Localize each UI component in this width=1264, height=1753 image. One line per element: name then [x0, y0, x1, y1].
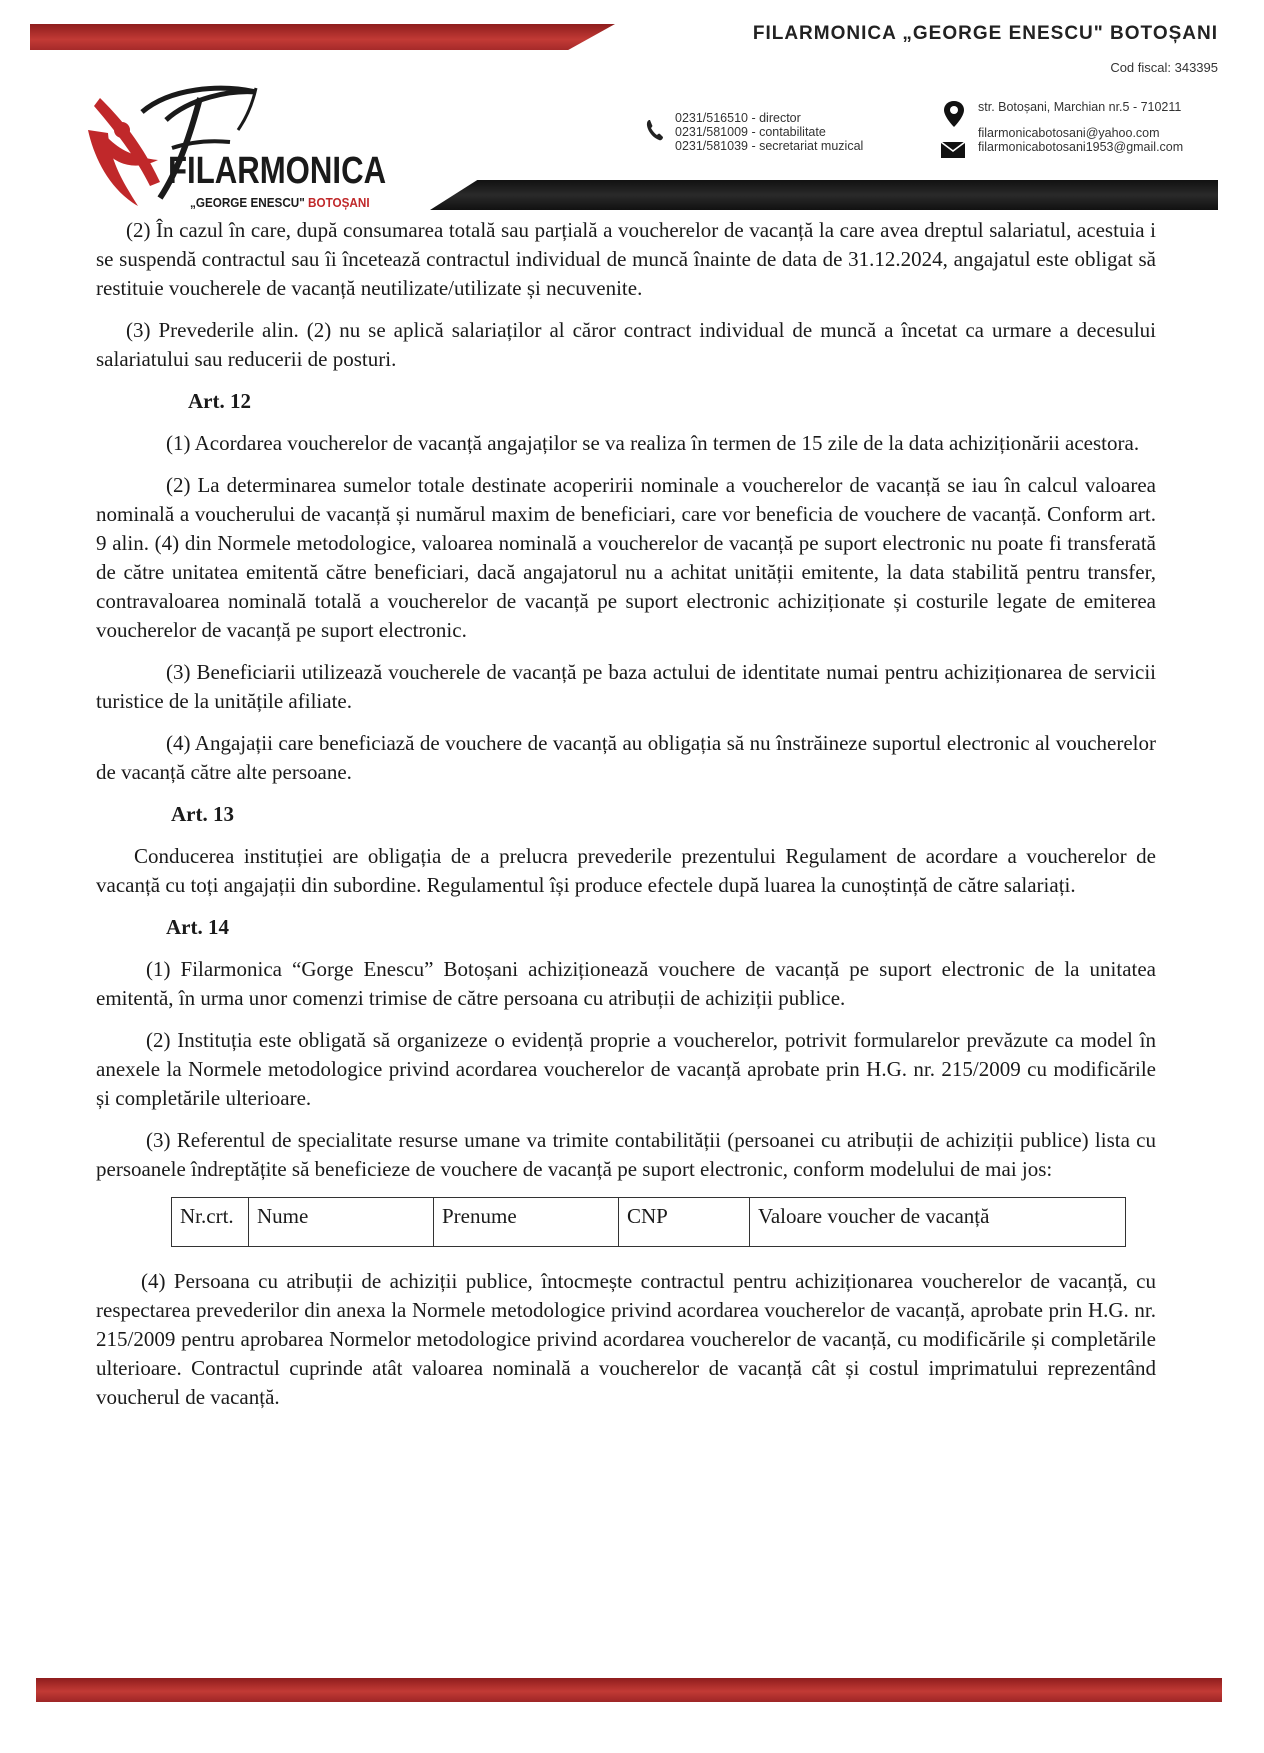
paragraph-12-1: (1) Acordarea voucherelor de vacanță angajaților se va realiza în termen de 15 zile de la data achiziționării acestora.	[166, 431, 1140, 455]
address-block	[942, 100, 1183, 154]
paragraph-14-3: (3) Referentul de specialitate resurse umane va trimite contabilității (persoanei cu atribuții de achiziții publice) lista cu persoanele îndreptățite să beneficieze de vouchere de vacanță pe suport electronic, conform modelului de mai jos:	[96, 1128, 1156, 1181]
voucher-model-table	[171, 1197, 1126, 1247]
table-header-cell: CNP	[619, 1198, 750, 1247]
logo-subtitle-name: „GEORGE ENESCU"	[190, 195, 305, 210]
article-13-heading: Art. 13	[171, 802, 234, 826]
fiscal-code: Cod fiscal: 343395	[1110, 60, 1218, 75]
table-header-cell: Nume	[249, 1198, 434, 1247]
logo-subtitle-city: BOTOȘANI	[308, 195, 370, 210]
logo-wordmark: FILARMONICA	[168, 150, 387, 192]
email-yahoo: filarmonicabotosani@yahoo.com	[978, 126, 1160, 140]
table-header-cell: Nr.crt.	[172, 1198, 249, 1247]
table-header-cell: Valoare voucher de vacanță	[750, 1198, 1126, 1247]
header-red-bar	[30, 24, 615, 50]
phone-list	[645, 111, 863, 153]
phone-director: 0231/516510 - director	[675, 111, 801, 125]
paragraph-11-2: (2) În cazul în care, după consumarea totală sau parțială a voucherelor de vacanță la care avea dreptul salariatul, acestuia i se suspendă contractul sau îi încetează contractul individual de muncă înainte de data de 31.12.2024, angajatul este obligat să restituie voucherele de vacanță neutilizate/utilizate și necuvenite.	[96, 218, 1156, 300]
phone-secretariat: 0231/581039 - secretariat muzical	[675, 139, 864, 153]
document-body	[96, 216, 1156, 1425]
footer-red-bar	[36, 1678, 1222, 1702]
email-gmail: filarmonicabotosani1953@gmail.com	[978, 140, 1184, 154]
organization-name: FILARMONICA „GEORGE ENESCU" BOTOȘANI	[752, 23, 1218, 44]
paragraph-12-4: (4) Angajații care beneficiază de vouchere de vacanță au obligația să nu înstrăineze suportul electronic al voucherelor de vacanță către alte persoane.	[96, 731, 1156, 784]
paragraph-11-3: (3) Prevederile alin. (2) nu se aplică salariaților al căror contract individual de muncă a încetat ca urmare a decesului salariatului sau reducerii de posturi.	[96, 318, 1156, 371]
address-text: str. Botoșani, Marchian nr.5 - 710211	[978, 100, 1182, 114]
header-dark-bar	[430, 180, 1218, 210]
article-12-heading: Art. 12	[188, 389, 251, 413]
paragraph-14-4: (4) Persoana cu atribuții de achiziții publice, întocmește contractul pentru achiziționarea voucherelor de vacanță, cu respectarea prevederilor din anexa la Normele metodologice privind acordarea voucherelor de vacanță, aprobate prin H.G. nr. 215/2009 pentru aprobarea Normelor metodologice privind acordarea voucherelor de vacanță, cu modificările și completările ulterioare. Contractul cuprinde atât valoarea nominală a voucherelor de vacanță cât și costul imprimatului reprezentând voucherul de vacanță.	[96, 1269, 1156, 1409]
table-row	[172, 1198, 1126, 1247]
paragraph-12-3: (3) Beneficiarii utilizează voucherele de vacanță pe baza actului de identitate numai pentru achiziționarea de servicii turistice de la unitățile afiliate.	[96, 660, 1156, 713]
paragraph-12-2: (2) La determinarea sumelor totale destinate acoperirii nominale a voucherelor de vacanță se iau în calcul valoarea nominală a voucherului de vacanță și numărul maxim de beneficiari, care vor beneficia de vouchere de vacanță. Conform art. 9 alin. (4) din Normele metodologice, valoarea nominală a voucherelor de vacanță pe suport electronic nu poate fi transferată de către unitatea emitentă către beneficiari, dacă angajatorul nu a achitat unității emitente, la data stabilită pentru transfer, contravaloarea nominală totală a voucherelor de vacanță pe suport electronic achiziționate și costurile legate de emiterea voucherelor de vacanță pe suport electronic.	[96, 473, 1156, 642]
table-header-cell: Prenume	[434, 1198, 619, 1247]
paragraph-14-2: (2) Instituția este obligată să organizeze o evidență proprie a voucherelor, potrivit formularelor prevăzute ca model în anexele la Normele metodologice privind acordarea voucherelor de vacanță aprobate prin H.G. nr. 215/2009 cu modificările și completările ulterioare.	[96, 1028, 1156, 1110]
paragraph-14-1: (1) Filarmonica “Gorge Enescu” Botoșani achiziționează vouchere de vacanță pe suport electronic de la unitatea emitentă, în urma unor comenzi trimise de către persoana cu atribuții de achiziții publice.	[96, 957, 1156, 1010]
article-14-heading: Art. 14	[166, 915, 229, 939]
logo-subtitle	[190, 195, 370, 210]
phone-accounting: 0231/581009 - contabilitate	[675, 125, 826, 139]
paragraph-13: Conducerea instituției are obligația de a prelucra prevederile prezentului Regulament de acordare a voucherelor de vacanță cu toți angajații din subordine. Regulamentul își produce efectele după luarea la cunoștință de către salariați.	[96, 844, 1156, 897]
